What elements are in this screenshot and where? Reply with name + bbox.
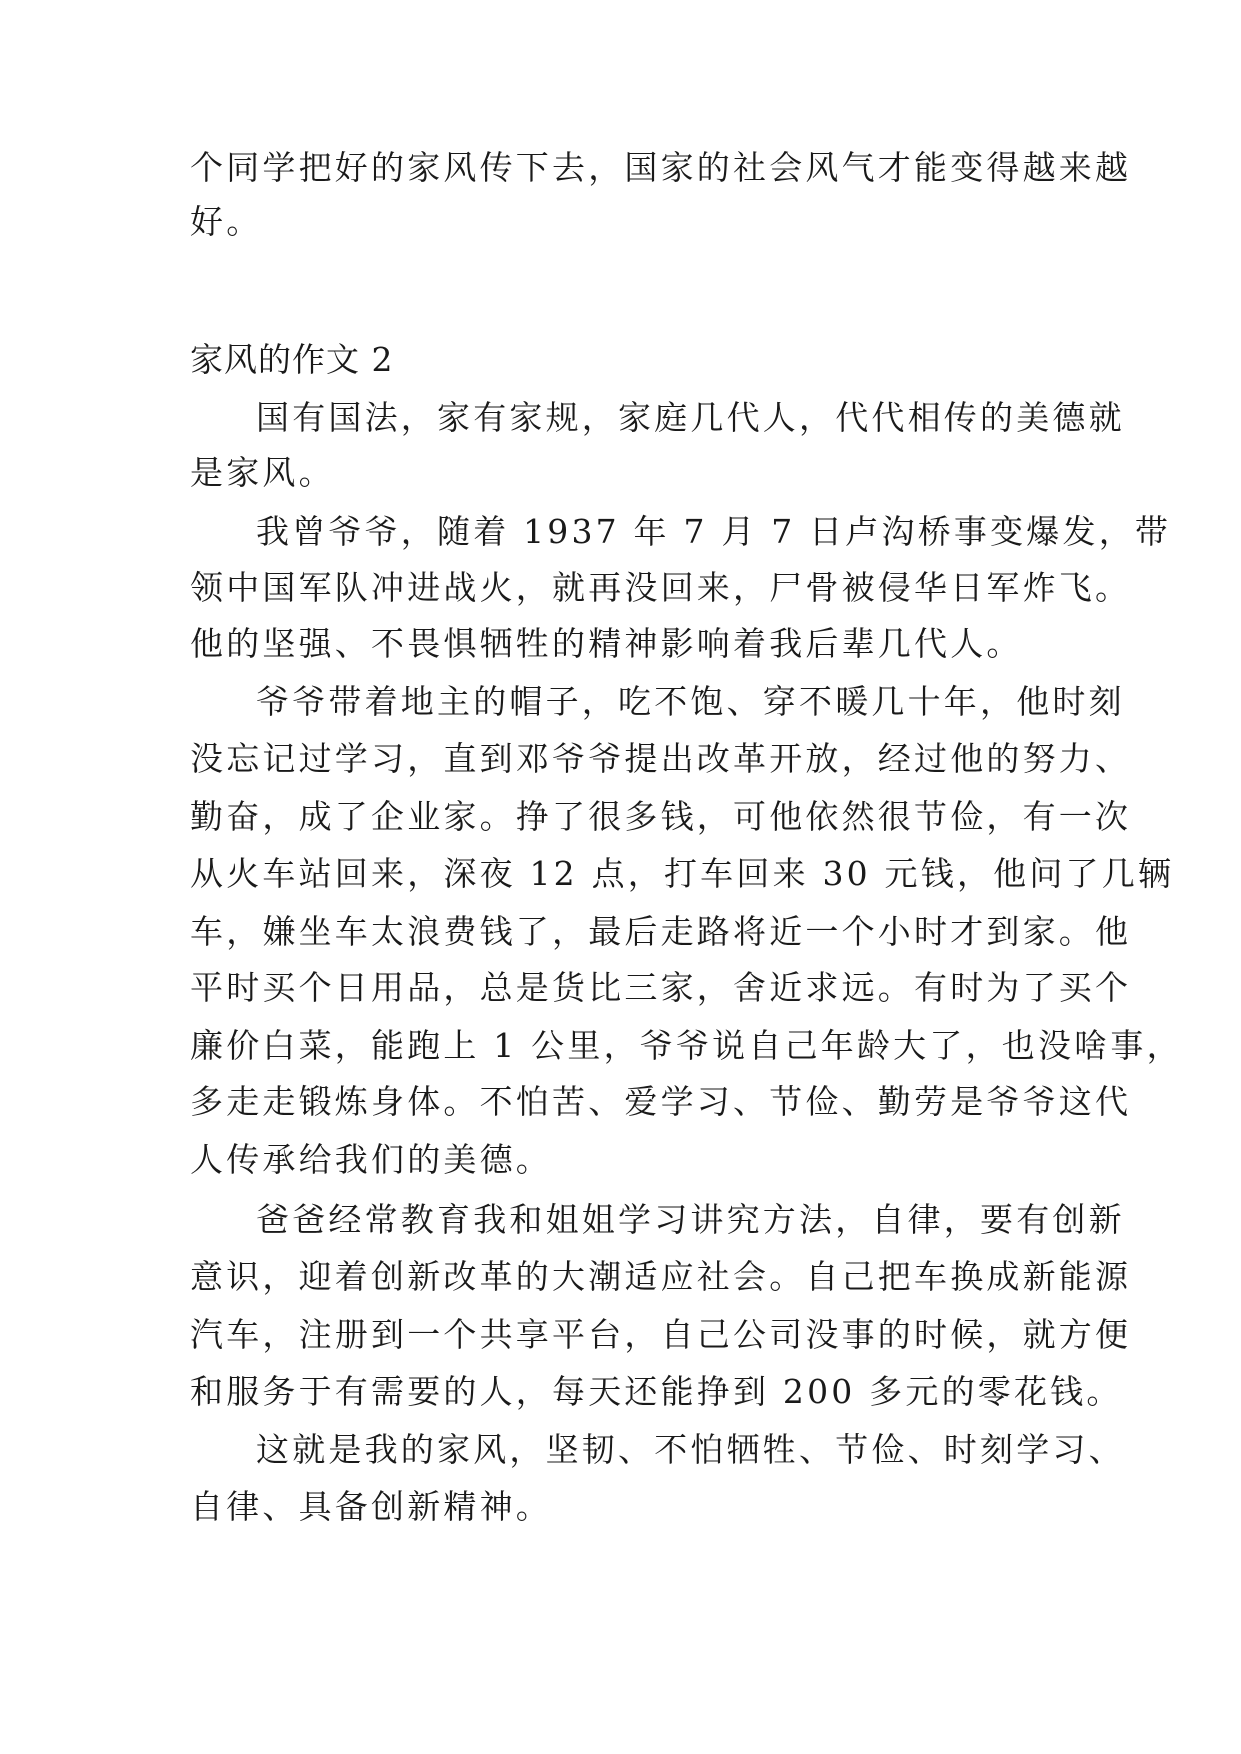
text-line: 从火车站回来，深夜 12 点，打车回来 30 元钱，他问了几辆: [190, 854, 1175, 893]
text-line: 意识，迎着创新改革的大潮适应社会。自己把车换成新能源: [190, 1257, 1132, 1296]
paragraph-first-line: 国有国法，家有家规，家庭几代人，代代相传的美德就: [256, 398, 1125, 437]
text-line: 多走走锻炼身体。不怕苦、爱学习、节俭、勤劳是爷爷这代: [190, 1082, 1132, 1121]
text-line: 个同学把好的家风传下去，国家的社会风气才能变得越来越: [190, 148, 1132, 187]
text-line: 廉价白菜，能跑上 1 公里，爷爷说自己年龄大了，也没啥事，: [190, 1026, 1183, 1065]
paragraph-first-line: 爷爷带着地主的帽子，吃不饱、穿不暖几十年，他时刻: [256, 682, 1125, 721]
paragraph-first-line: 这就是我的家风，坚韧、不怕牺牲、节俭、时刻学习、: [256, 1430, 1125, 1469]
text-line: 好。: [190, 202, 263, 241]
text-line: 领中国军队冲进战火，就再没回来，尸骨被侵华日军炸飞。: [190, 568, 1132, 607]
text-line: 自律、具备创新精神。: [190, 1487, 552, 1526]
section-heading: 家风的作文 2: [190, 340, 394, 379]
text-line: 是家风。: [190, 453, 335, 492]
text-line: 和服务于有需要的人，每天还能挣到 200 多元的零花钱。: [190, 1372, 1123, 1411]
text-line: 没忘记过学习，直到邓爷爷提出改革开放，经过他的努力、: [190, 739, 1132, 778]
paragraph-first-line: 我曾爷爷，随着 1937 年 7 月 7 日卢沟桥事变爆发，带: [256, 512, 1172, 551]
text-line: 平时买个日用品，总是货比三家，舍近求远。有时为了买个: [190, 968, 1132, 1007]
text-line: 他的坚强、不畏惧牺牲的精神影响着我后辈几代人。: [190, 624, 1023, 663]
text-line: 人传承给我们的美德。: [190, 1140, 552, 1179]
text-line: 汽车，注册到一个共享平台，自己公司没事的时候，就方便: [190, 1315, 1132, 1354]
text-line: 勤奋，成了企业家。挣了很多钱，可他依然很节俭，有一次: [190, 797, 1132, 836]
text-line: 车，嫌坐车太浪费钱了，最后走路将近一个小时才到家。他: [190, 912, 1132, 951]
paragraph-first-line: 爸爸经常教育我和姐姐学习讲究方法，自律，要有创新: [256, 1200, 1125, 1239]
